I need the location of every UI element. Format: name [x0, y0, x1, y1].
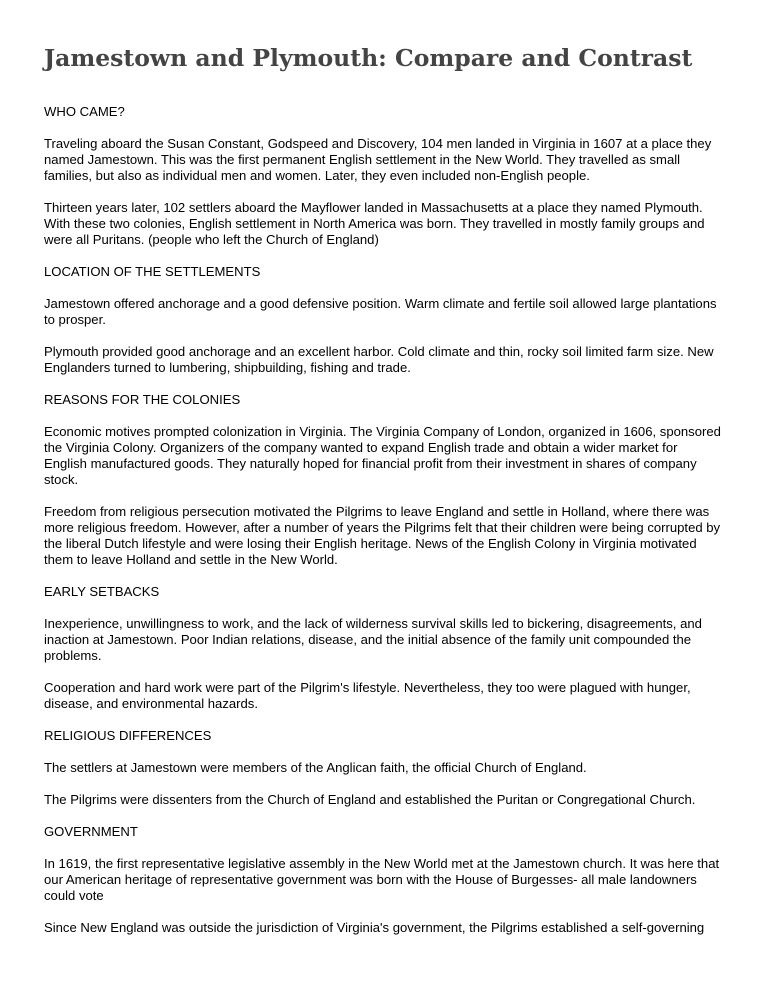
paragraph: Freedom from religious persecution motivated the Pilgrims to leave England and settle in Holland, where there was more religious freedom. However, after a number of years the Pilgrims felt that their children were being corrupted by the liberal Dutch lifestyle and were losing their English heritage. News of the English Colony in Virginia motivated them to leave Holland and settle in the New World.	[44, 504, 721, 567]
paragraph: The settlers at Jamestown were members of the Anglican faith, the official Church of England.	[44, 760, 587, 775]
page-title: Jamestown and Plymouth: Compare and Contrast	[44, 44, 693, 72]
section-heading-religious: RELIGIOUS DIFFERENCES	[44, 728, 212, 743]
paragraph: In 1619, the first representative legislative assembly in the New World met at the Jamestown church. It was here that our American heritage of representative government was born with the House of Burgesses- all male landowners could vote	[44, 856, 720, 903]
paragraph: The Pilgrims were dissenters from the Church of England and established the Puritan or Congregational Church.	[44, 792, 696, 807]
paragraph: Thirteen years later, 102 settlers aboard the Mayflower landed in Massachusetts at a place they named Plymouth. With these two colonies, English settlement in North America was born. They travelled in mostly family groups and were all Puritans. (people who left the Church of England)	[44, 200, 705, 247]
paragraph: Plymouth provided good anchorage and an excellent harbor. Cold climate and thin, rocky soil limited farm size. New Englanders turned to lumbering, shipbuilding, fishing and trade.	[44, 344, 714, 375]
section-heading-location: LOCATION OF THE SETTLEMENTS	[44, 264, 261, 279]
section-heading-early-setbacks: EARLY SETBACKS	[44, 584, 160, 599]
section-heading-government: GOVERNMENT	[44, 824, 138, 839]
section-heading-reasons: REASONS FOR THE COLONIES	[44, 392, 241, 407]
paragraph: Traveling aboard the Susan Constant, Godspeed and Discovery, 104 men landed in Virginia in 1607 at a place they named Jamestown. This was the first permanent English settlement in the New World. They travelled as small families, but also as individual men and women. Later, they even included non-English people.	[44, 136, 712, 183]
paragraph: Economic motives prompted colonization in Virginia. The Virginia Company of London, organized in 1606, sponsored the Virginia Colony. Organizers of the company wanted to expand English trade and obtain a wider market for English manufactured goods. They naturally hoped for financial profit from their investment in shares of company stock.	[44, 424, 721, 487]
paragraph: Inexperience, unwillingness to work, and the lack of wilderness survival skills led to bickering, disagreements, and inaction at Jamestown. Poor Indian relations, disease, and the initial absence of the family unit compounded the problems.	[44, 616, 702, 663]
section-heading-who-came: WHO CAME?	[44, 104, 125, 119]
paragraph: Jamestown offered anchorage and a good defensive position. Warm climate and fertile soil allowed large plantations to prosper.	[44, 296, 717, 327]
paragraph: Cooperation and hard work were part of the Pilgrim's lifestyle. Nevertheless, they too were plagued with hunger, disease, and environmental hazards.	[44, 680, 691, 711]
paragraph: Since New England was outside the jurisdiction of Virginia's government, the Pilgrims established a self-governing	[44, 920, 705, 935]
